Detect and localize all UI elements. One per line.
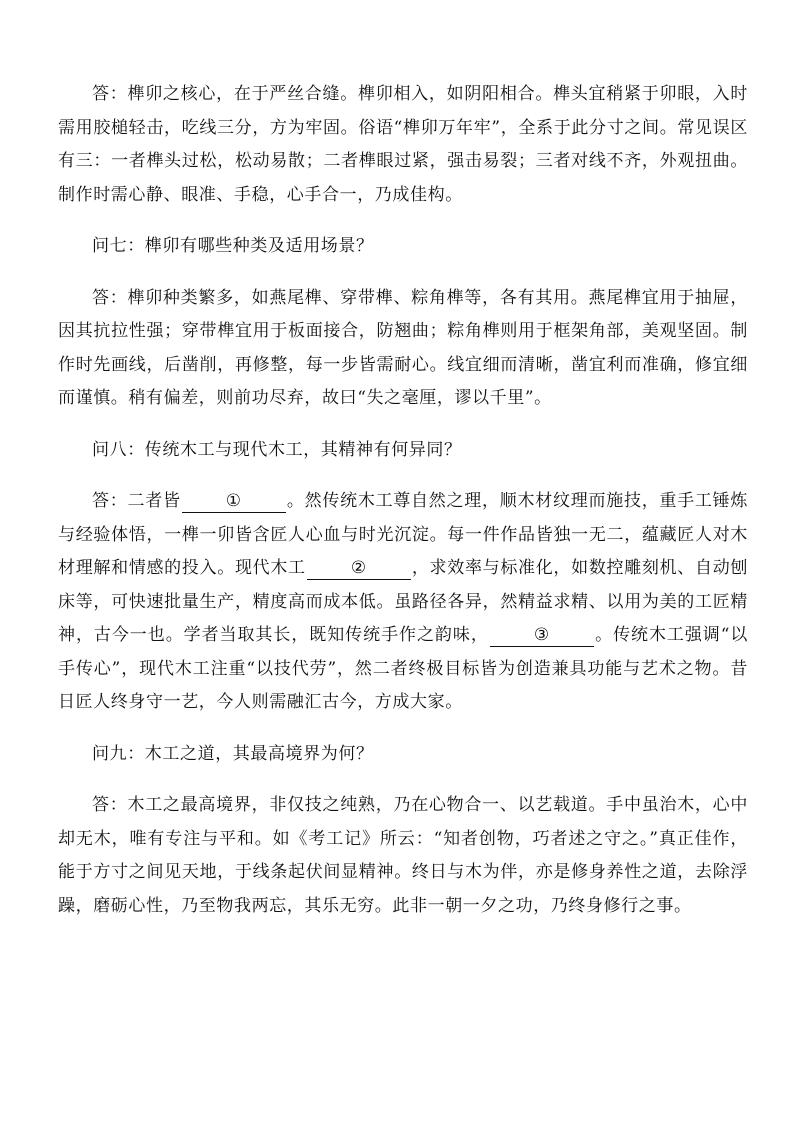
answer-8-segment-2: 。然传统木工尊自然之理，顺木材纹理而施技，重手工锤炼与经验体悟，一榫一卯皆含匠人心血与时光沉淀。每一件作品皆独一无二，蕴藏匠人对木材理解和情感的投入。现代木工: [58, 491, 748, 578]
fill-blank-2[interactable]: [307, 557, 411, 580]
fill-blank-3-label: ③: [533, 625, 550, 645]
answer-8-segment-3: ，求效率与标准化，如数控雕刻机、自动刨床等，可快速批量生产，精度高而成本低。虽路径各异，然精益求精、以用为美的工匠精神，古今一也。学者当取其长，既知传统手作之韵味，: [58, 558, 748, 645]
question-9-text: 问九：木工之道，其最高境界为何？: [92, 743, 374, 764]
question-9: [58, 738, 748, 772]
answer-paragraph-6: [58, 78, 748, 212]
fill-blank-2-label: ②: [350, 558, 367, 578]
answer-8-segment-1: 答：二者皆: [92, 491, 181, 511]
fill-blank-1[interactable]: [182, 490, 286, 513]
question-8-text: 问八：传统木工与现代木工，其精神有何异同？: [92, 439, 462, 460]
answer-paragraph-8: [58, 485, 748, 720]
answer-9-text: 答：木工之最高境界，非仅技之纯熟，乃在心物合一、以艺载道。手中虽治木，心中却无木，唯有专注与平和。如《考工记》所云：“知者创物，巧者述之守之。”真正佳作，能于方寸之间见天地，于线条起伏间显精神。终日与木为伴，亦是修身养性之道，去除浮躁，磨砺心性，乃至物我两忘，其乐无穷。此非一朝一夕之功，乃终身修行之事。: [58, 795, 748, 916]
answer-paragraph-7: [58, 282, 748, 416]
answer-paragraph-9: [58, 789, 748, 923]
fill-blank-1-label: ①: [225, 491, 242, 511]
document-page: [58, 78, 748, 923]
question-7-text: 问七：榫卯有哪些种类及适用场景？: [92, 236, 374, 256]
answer-7-text: 答：榫卯种类繁多，如燕尾榫、穿带榫、粽角榫等，各有其用。燕尾榫宜用于抽屉，因其抗拉性强；穿带榫宜用于板面接合，防翘曲；粽角榫则用于框架角部，美观坚固。制作时先画线，后凿削，再修整，每一步皆需耐心。线宜细而清晰，凿宜利而准确，修宜细而谨慎。稍有偏差，则前功尽弃，故曰“失之毫厘，谬以千里”。: [58, 287, 748, 408]
fill-blank-3[interactable]: [490, 624, 594, 647]
answer-8-segment-4: 。传统木工强调“以手传心”，现代木工注重“以技代劳”，然二者终极目标皆为创造兼具功能与艺术之物。昔日匠人终身守一艺，今人则需融汇古今，方成大家。: [58, 625, 748, 712]
answer-6-text: 答：榫卯之核心，在于严丝合缝。榫卯相入，如阴阳相合。榫头宜稍紧于卯眼，入时需用胶槌轻击，吃线三分，方为牢固。俗语“榫卯万年牢”，全系于此分寸之间。常见误区有三：一者榫头过松，松动易散；二者榫眼过紧，强击易裂；三者对线不齐，外观扭曲。制作时需心静、眼准、手稳，心手合一，乃成佳构。: [58, 84, 748, 205]
question-7: [58, 230, 748, 264]
question-8: [58, 434, 748, 468]
